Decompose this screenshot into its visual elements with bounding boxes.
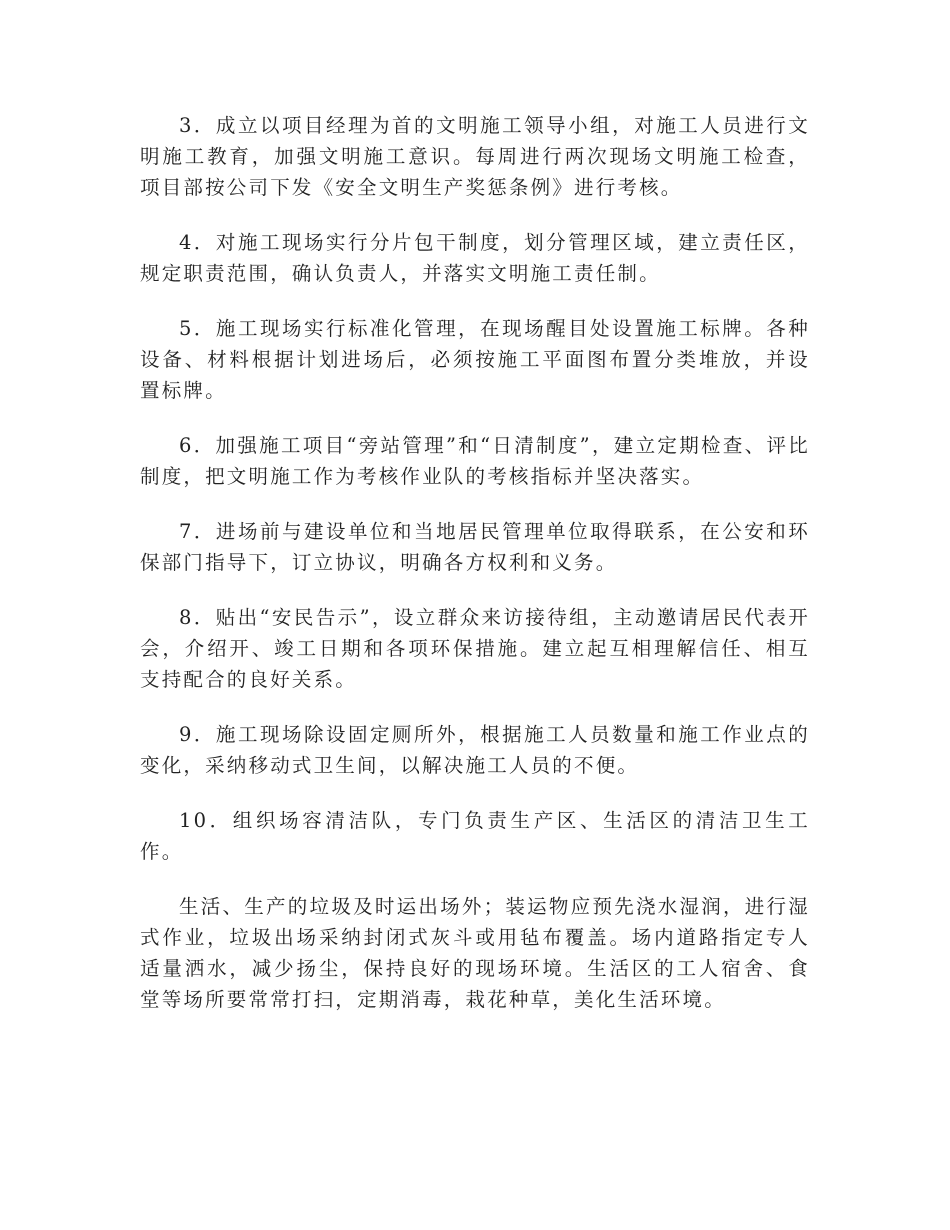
paragraph-9: 9．施工现场除设固定厕所外，根据施工人员数量和施工作业点的变化，采纳移动式卫生间，以解决施工人员的不便。 [140,723,810,777]
paragraph-10: 10．组织场容清洁队，专门负责生产区、生活区的清洁卫生工作。 [140,809,810,863]
paragraph-4: 4．对施工现场实行分片包干制度，划分管理区域，建立责任区，规定职责范围，确认负责人，并落实文明施工责任制。 [140,231,810,285]
paragraph-5: 5．施工现场实行标准化管理，在现场醒目处设置施工标牌。各种设备、材料根据计划进场后，必须按施工平面图布置分类堆放，并设置标牌。 [140,317,810,402]
paragraph-8: 8．贴出“安民告示”，设立群众来访接待组，主动邀请居民代表开会，介绍开、竣工日期和各项环保措施。建立起互相理解信任、相互支持配合的良好关系。 [140,606,810,691]
paragraph-7: 7．进场前与建设单位和当地居民管理单位取得联系，在公安和环保部门指导下，订立协议，明确各方权利和义务。 [140,520,810,574]
paragraph-closing: 生活、生产的垃圾及时运出场外；装运物应预先浇水湿润，进行湿式作业，垃圾出场采纳封闭式灰斗或用毡布覆盖。场内道路指定专人适量洒水，减少扬尘，保持良好的现场环境。生活区的工人宿舍、食堂等场所要常常打扫，定期消毒，栽花种草，美化生活环境。 [140,895,810,1011]
paragraph-6: 6．加强施工项目“旁站管理”和“日清制度”，建立定期检查、评比制度，把文明施工作为考核作业队的考核指标并坚决落实。 [140,434,810,488]
document-body [140,110,810,1039]
paragraph-3: 3．成立以项目经理为首的文明施工领导小组，对施工人员进行文明施工教育，加强文明施工意识。每周进行两次现场文明施工检查，项目部按公司下发《安全文明生产奖惩条例》进行考核。 [140,114,810,199]
